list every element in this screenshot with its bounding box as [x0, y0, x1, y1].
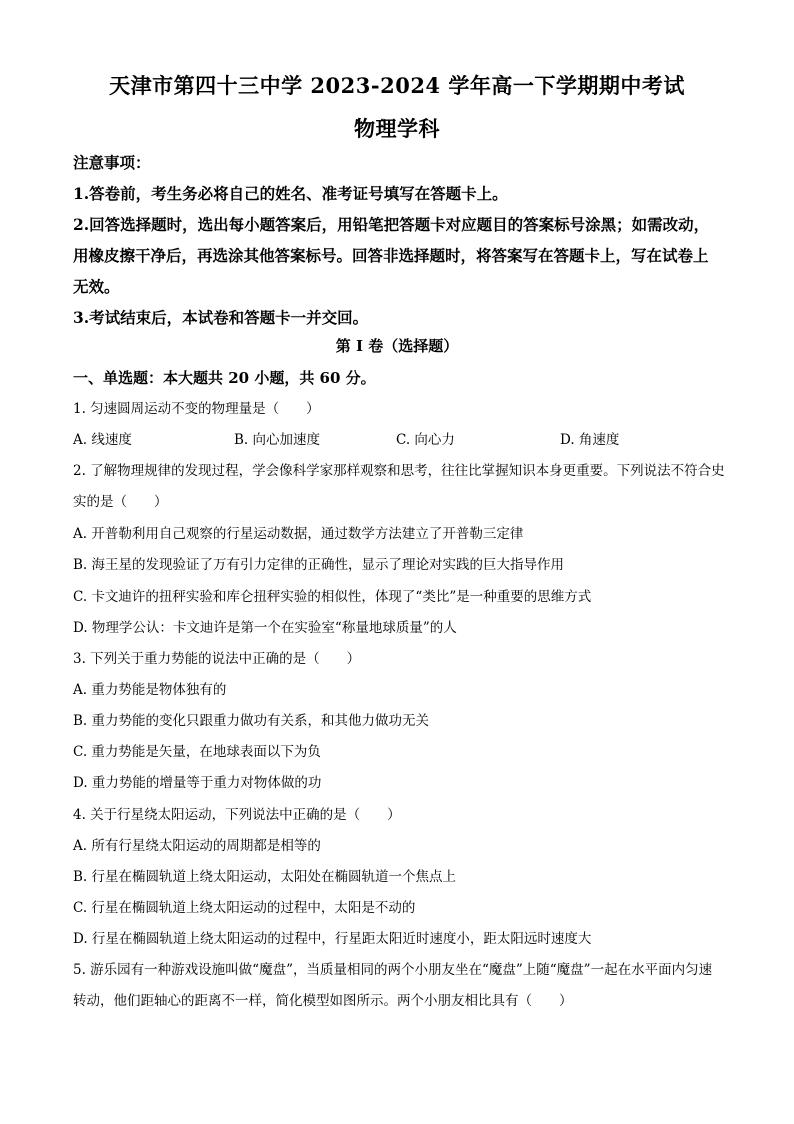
question-1-option-b: B. 向心加速度 [234, 432, 321, 448]
question-4-stem: 4. 关于行星绕太阳运动，下列说法中正确的是（ ） [73, 807, 401, 823]
notice-heading: 注意事项： [73, 153, 151, 172]
question-1-option-a: A. 线速度 [73, 432, 132, 448]
part-title: 一、单选题：本大题共 20 小题，共 60 分。 [73, 369, 376, 387]
question-3-option-a: A. 重力势能是物体独有的 [73, 682, 227, 698]
question-4-option-b: B. 行星在椭圆轨道上绕太阳运动，太阳处在椭圆轨道一个焦点上 [73, 869, 457, 885]
question-2-stem: 2. 了解物理规律的发现过程，学会像科学家那样观察和思考，往往比掌握知识本身更重要。下列说法不符合史实的是（ ） [73, 463, 725, 510]
question-3-stem: 3. 下列关于重力势能的说法中正确的是（ ） [73, 651, 361, 667]
exam-subject: 物理学科 [354, 116, 440, 141]
question-5-stem: 5. 游乐园有一种游戏设施叫做“魔盘”，当质量相同的两个小朋友坐在“魔盘”上随“魔盘”一起在水平面内匀速转动，他们距轴心的距离不一样，简化模型如图所示。两个小朋友相比具有（ ） [73, 962, 713, 1009]
section-title: 第 I 卷（选择题） [335, 337, 459, 355]
notice-item-1: 1.答卷前，考生务必将自己的姓名、准考证号填写在答题卡上。 [73, 184, 508, 203]
question-2-option-c: C. 卡文迪许的扭秤实验和库仑扭秤实验的相似性，体现了“类比”是一种重要的思维方式 [73, 589, 592, 605]
notice-item-3: 3.考试结束后，本试卷和答题卡一并交回。 [73, 308, 369, 327]
question-3-option-c: C. 重力势能是矢量，在地球表面以下为负 [73, 744, 321, 760]
notice-item-2: 2.回答选择题时，选出每小题答案后，用铅笔把答题卡对应题目的答案标号涂黑；如需改动，用橡皮擦干净后，再选涂其他答案标号。回答非选择题时，将答案写在答题卡上，写在试卷上无效。 [73, 215, 710, 296]
question-1-options [73, 425, 725, 456]
question-2-option-b: B. 海王星的发现验证了万有引力定律的正确性，显示了理论对实践的巨大指导作用 [73, 557, 565, 573]
question-3-option-b: B. 重力势能的变化只跟重力做功有关系，和其他力做功无关 [73, 713, 430, 729]
question-4-option-d: D. 行星在椭圆轨道上绕太阳运动的过程中，行星距太阳近时速度小，距太阳远时速度大 [73, 931, 592, 947]
question-1-stem: 1. 匀速圆周运动不变的物理量是（ ） [73, 401, 320, 417]
question-4-option-a: A. 所有行星绕太阳运动的周期都是相等的 [73, 838, 321, 854]
question-1-option-d: D. 角速度 [560, 432, 620, 448]
question-2-option-a: A. 开普勒利用自己观察的行星运动数据，通过数学方法建立了开普勒三定律 [73, 526, 524, 542]
question-1-option-c: C. 向心力 [396, 432, 455, 448]
question-4-option-c: C. 行星在椭圆轨道上绕太阳运动的过程中，太阳是不动的 [73, 900, 416, 916]
question-3-option-d: D. 重力势能的增量等于重力对物体做的功 [73, 775, 322, 791]
exam-title: 天津市第四十三中学 2023-2024 学年高一下学期期中考试 [109, 73, 685, 98]
question-2-option-d: D. 物理学公认：卡文迪许是第一个在实验室“称量地球质量”的人 [73, 620, 457, 636]
